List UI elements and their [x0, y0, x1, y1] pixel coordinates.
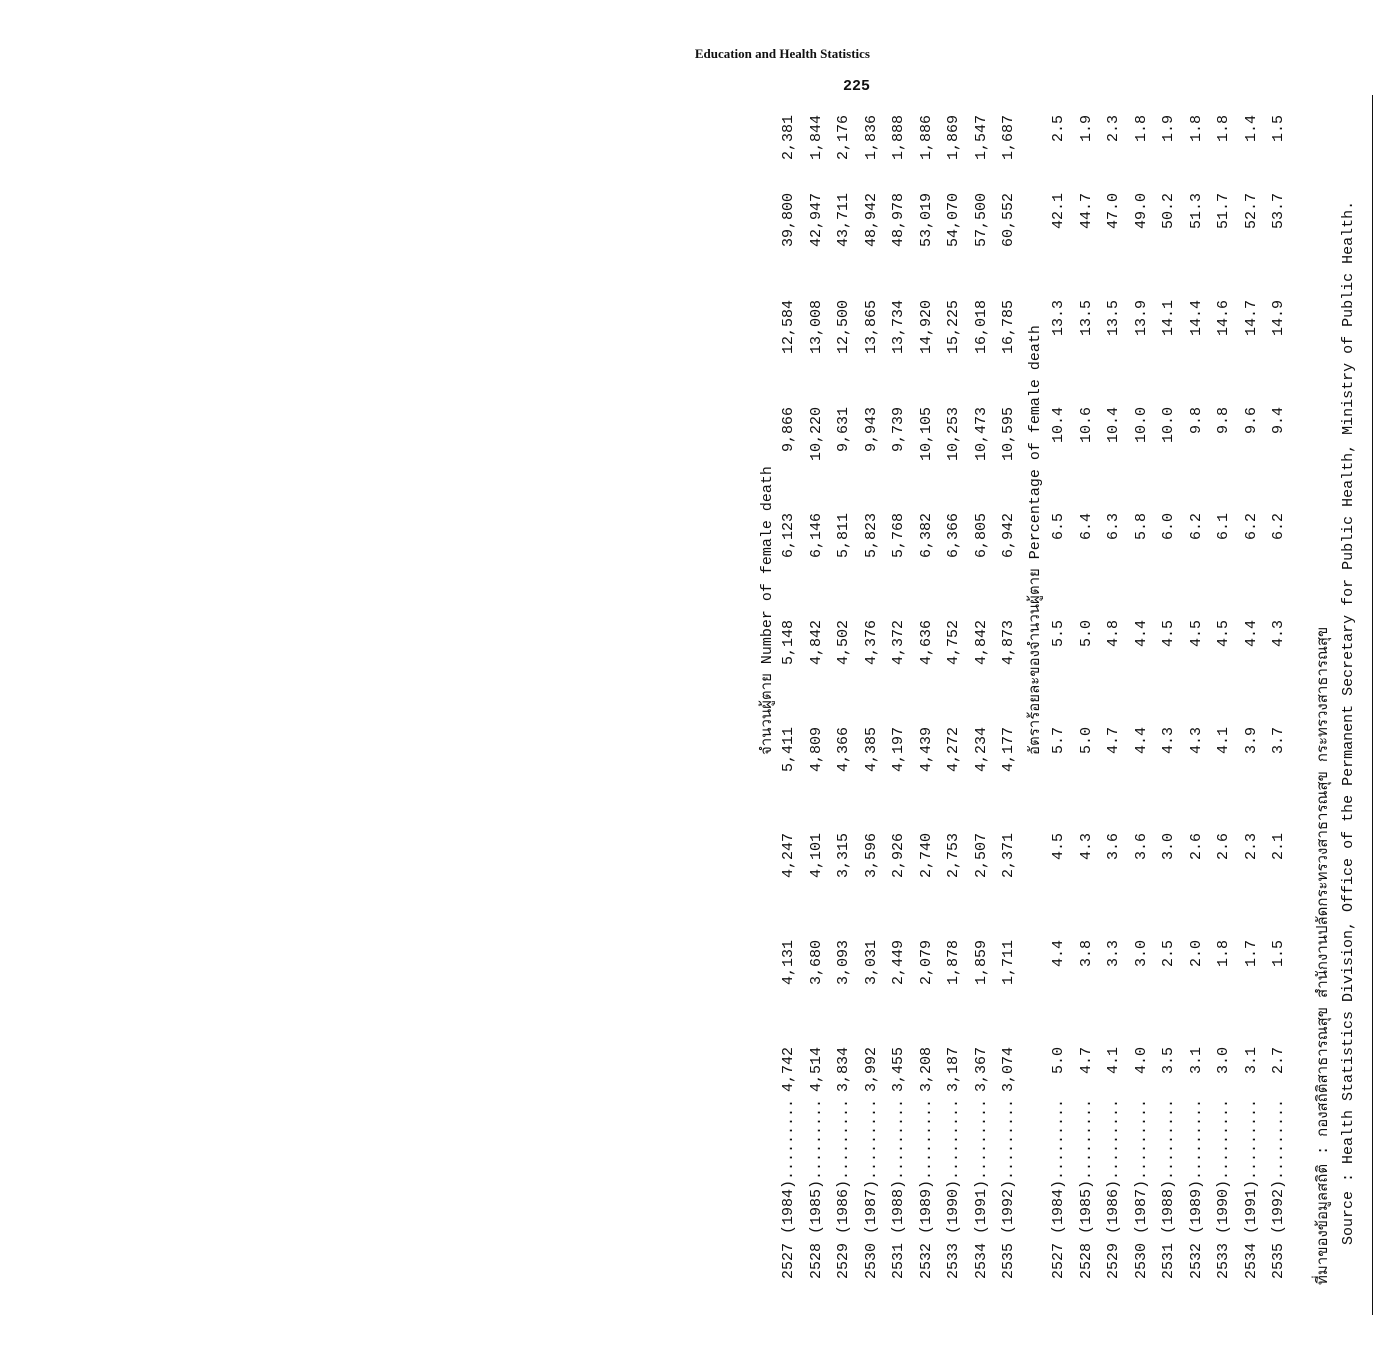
table-cell: 13.9: [1132, 300, 1150, 337]
table-cell: 48,978: [890, 193, 907, 248]
table-row: [1078, 95, 1104, 1315]
table-cell: 4,385: [862, 727, 880, 773]
table-cell: 14.4: [1187, 300, 1205, 337]
table-cell: 48,942: [862, 193, 880, 248]
table-row: [1160, 95, 1186, 1315]
table-cell: 4,514: [807, 1047, 825, 1093]
row-label: 2531 (1988).........: [890, 1098, 907, 1279]
table-cell: 5.7: [1050, 727, 1067, 755]
running-head: Education and Health Statistics: [694, 46, 870, 61]
table-cell: 44.7: [1077, 193, 1095, 230]
table-cell: 4.5: [1187, 620, 1205, 648]
table-cell: 49.0: [1132, 193, 1150, 230]
table-cell: 43,711: [835, 193, 852, 248]
table-cell: 6,366: [945, 513, 962, 559]
table-cell: 10,220: [807, 407, 825, 462]
table-row: [1188, 95, 1214, 1315]
table-cell: 42.1: [1050, 193, 1067, 230]
table-cell: 1.8: [1215, 940, 1232, 968]
table-cell: 3,093: [835, 940, 852, 986]
table-cell: 1,869: [945, 115, 962, 161]
row-label: 2527 (1984).........: [780, 1098, 797, 1279]
table-cell: 57,500: [972, 193, 990, 248]
table-cell: 52.7: [1242, 193, 1260, 230]
table-cell: 10.4: [1105, 407, 1122, 444]
table-cell: 3.0: [1215, 1047, 1232, 1075]
table-cell: 6,382: [917, 513, 935, 559]
table-cell: 5,148: [780, 620, 797, 666]
table-cell: 3.5: [1160, 1047, 1177, 1075]
table-cell: 3.3: [1105, 940, 1122, 968]
table-cell: 4.7: [1077, 1047, 1095, 1075]
table-cell: 4,272: [945, 727, 962, 773]
row-label: 2529 (1986).........: [1105, 1098, 1122, 1279]
table-cell: 3,315: [835, 833, 852, 879]
table-cell: 4,247: [780, 833, 797, 879]
table-cell: 3,834: [835, 1047, 852, 1093]
table-cell: 2,753: [945, 833, 962, 879]
table-cell: 13,008: [807, 300, 825, 355]
table-cell: 3.1: [1242, 1047, 1260, 1075]
table-cell: 14.1: [1160, 300, 1177, 337]
row-label: 2535 (1992).........: [1000, 1098, 1017, 1279]
table-cell: 53,019: [917, 193, 935, 248]
table-cell: 2.1: [1270, 833, 1287, 861]
row-label: 2533 (1990).........: [945, 1098, 962, 1279]
table-cell: 4.3: [1077, 833, 1095, 861]
table-cell: 42,947: [807, 193, 825, 248]
table-cell: 4,809: [807, 727, 825, 773]
table-cell: 6.2: [1242, 513, 1260, 541]
table-cell: 9,866: [780, 407, 797, 453]
table-cell: 6,123: [780, 513, 797, 559]
row-label: 2534 (1991).........: [972, 1098, 990, 1279]
table-cell: 4,636: [917, 620, 935, 666]
table-cell: 10,105: [917, 407, 935, 462]
table-cell: 1,886: [917, 115, 935, 161]
table-cell: 5.0: [1077, 620, 1095, 648]
table-cell: 1,711: [1000, 940, 1017, 986]
table-cell: 13,734: [890, 300, 907, 355]
table-cell: 4,372: [890, 620, 907, 666]
table-cell: 4.0: [1132, 1047, 1150, 1075]
table-cell: 9,739: [890, 407, 907, 453]
table-cell: 4.5: [1215, 620, 1232, 648]
table-cell: 3.8: [1077, 940, 1095, 968]
table-cell: 5.5: [1050, 620, 1067, 648]
table-cell: 5.8: [1132, 513, 1150, 541]
table-cell: 4.5: [1160, 620, 1177, 648]
table-cell: 9,943: [862, 407, 880, 453]
table-cell: 4.1: [1105, 1047, 1122, 1075]
table-cell: 54,070: [945, 193, 962, 248]
table-cell: 4,234: [972, 727, 990, 773]
table-cell: 4.3: [1270, 620, 1287, 648]
table-cell: 4,376: [862, 620, 880, 666]
table-cell: 9,631: [835, 407, 852, 453]
table-cell: 3.6: [1105, 833, 1122, 861]
table-cell: 13.3: [1050, 300, 1067, 337]
table-cell: 6.3: [1105, 513, 1122, 541]
table-cell: 4,742: [780, 1047, 797, 1093]
section1-title: จำนวนผู้ตาย Number of female death: [759, 466, 776, 755]
table-cell: 4,842: [972, 620, 990, 666]
table-cell: 2.0: [1187, 940, 1205, 968]
table-cell: 3,074: [1000, 1047, 1017, 1093]
table-row: [863, 95, 889, 1315]
table-cell: 2.7: [1270, 1047, 1287, 1075]
table-cell: 4.4: [1050, 940, 1067, 968]
table-cell: 3,455: [890, 1047, 907, 1093]
table-cell: 1.9: [1160, 115, 1177, 143]
table-cell: 4.7: [1105, 727, 1122, 755]
table-cell: 5,768: [890, 513, 907, 559]
table-cell: 2.5: [1160, 940, 1177, 968]
table-cell: 12,500: [835, 300, 852, 355]
table-cell: 4,131: [780, 940, 797, 986]
row-label: 2530 (1987).........: [1132, 1098, 1150, 1279]
table-cell: 3.0: [1132, 940, 1150, 968]
row-label: 2530 (1987).........: [862, 1098, 880, 1279]
table-row: [945, 95, 971, 1315]
table-cell: 3,208: [917, 1047, 935, 1093]
table-row: [1133, 95, 1159, 1315]
table-cell: 5.0: [1050, 1047, 1067, 1075]
table-cell: 3.1: [1187, 1047, 1205, 1075]
table-cell: 6.4: [1077, 513, 1095, 541]
table-cell: 4,752: [945, 620, 962, 666]
table-cell: 1.8: [1187, 115, 1205, 143]
table-cell: 4,197: [890, 727, 907, 773]
table-cell: 5,411: [780, 727, 797, 773]
table-cell: 1.7: [1242, 940, 1260, 968]
page-number: 225: [842, 78, 870, 95]
source-english: Source : Health Statistics Division, Office of the Permanent Secretary for Public Health, Ministry of Public Health.: [1340, 200, 1357, 1245]
table-cell: 2.5: [1050, 115, 1067, 143]
table-row: [918, 95, 944, 1315]
table-cell: 4,842: [807, 620, 825, 666]
table-cell: 15,225: [945, 300, 962, 355]
table-cell: 3,031: [862, 940, 880, 986]
table-cell: 6.0: [1160, 513, 1177, 541]
table-cell: 9.4: [1270, 407, 1287, 435]
table-cell: 2.3: [1105, 115, 1122, 143]
row-label: 2528 (1985).........: [1077, 1098, 1095, 1279]
source-thai: ที่มาของข้อมูลสถิติ : กองสถิติสาธารณสุข สำนักงานปลัดกระทรวงสาธารณสุข กระทรวงสาธารณสุข: [1315, 626, 1332, 1285]
table-cell: 3.0: [1160, 833, 1177, 861]
table-cell: 6.1: [1215, 513, 1232, 541]
table-cell: 2,507: [972, 833, 990, 879]
table-cell: 4.8: [1105, 620, 1122, 648]
table-cell: 6,146: [807, 513, 825, 559]
table-cell: 2.6: [1187, 833, 1205, 861]
table-cell: 9.6: [1242, 407, 1260, 435]
table-cell: 14.6: [1215, 300, 1232, 337]
table-cell: 2,926: [890, 833, 907, 879]
table-cell: 1,547: [972, 115, 990, 161]
table-cell: 16,018: [972, 300, 990, 355]
table-cell: 13,865: [862, 300, 880, 355]
table-cell: 60,552: [1000, 193, 1017, 248]
table-cell: 4.4: [1132, 727, 1150, 755]
table-cell: 3.7: [1270, 727, 1287, 755]
row-label: 2532 (1989).........: [1187, 1098, 1205, 1279]
table-cell: 1.8: [1215, 115, 1232, 143]
table-cell: 50.2: [1160, 193, 1177, 230]
table-row: [1050, 95, 1076, 1315]
table-cell: 3,596: [862, 833, 880, 879]
table-cell: 2,740: [917, 833, 935, 879]
row-label: 2528 (1985).........: [807, 1098, 825, 1279]
row-label: 2534 (1991).........: [1242, 1098, 1260, 1279]
table-cell: 1.4: [1242, 115, 1260, 143]
table-cell: 6.2: [1270, 513, 1287, 541]
table-cell: 13.5: [1077, 300, 1095, 337]
table-cell: 53.7: [1270, 193, 1287, 230]
table-cell: 1,844: [807, 115, 825, 161]
table-row: [780, 95, 806, 1315]
table-cell: 10.0: [1160, 407, 1177, 444]
table-cell: 39,800: [780, 193, 797, 248]
table-cell: 10.0: [1132, 407, 1150, 444]
table-cell: 5,823: [862, 513, 880, 559]
table-row: [1243, 95, 1269, 1315]
table-cell: 1,859: [972, 940, 990, 986]
table-cell: 16,785: [1000, 300, 1017, 355]
table-cell: 2,381: [780, 115, 797, 161]
table-cell: 51.3: [1187, 193, 1205, 230]
table-cell: 3.9: [1242, 727, 1260, 755]
table-cell: 4,439: [917, 727, 935, 773]
table-cell: 3,992: [862, 1047, 880, 1093]
row-label: 2529 (1986).........: [835, 1098, 852, 1279]
table-cell: 10,253: [945, 407, 962, 462]
table-cell: 4.5: [1050, 833, 1067, 861]
table-row: [835, 95, 861, 1315]
table-cell: 1.5: [1270, 115, 1287, 143]
table-cell: 9.8: [1187, 407, 1205, 435]
table-cell: 4,177: [1000, 727, 1017, 773]
rotated-table: [750, 95, 1400, 1315]
table-cell: 2,079: [917, 940, 935, 986]
table-cell: 10,473: [972, 407, 990, 462]
table-cell: 14,920: [917, 300, 935, 355]
table-cell: 5.0: [1077, 727, 1095, 755]
table-cell: 10.6: [1077, 407, 1095, 444]
table-cell: 4,873: [1000, 620, 1017, 666]
table-cell: 12,584: [780, 300, 797, 355]
table-cell: 4.3: [1187, 727, 1205, 755]
table-cell: 14.7: [1242, 300, 1260, 337]
table-cell: 1.5: [1270, 940, 1287, 968]
table-cell: 10,595: [1000, 407, 1017, 462]
row-label: 2535 (1992).........: [1270, 1098, 1287, 1279]
table-cell: 2,176: [835, 115, 852, 161]
table-cell: 4.3: [1160, 727, 1177, 755]
table-cell: 4.4: [1242, 620, 1260, 648]
table-cell: 1,687: [1000, 115, 1017, 161]
table-cell: 1,888: [890, 115, 907, 161]
table-cell: 3,367: [972, 1047, 990, 1093]
table-row: [808, 95, 834, 1315]
table-bottom-rule: [1372, 95, 1373, 1315]
row-label: 2532 (1989).........: [917, 1098, 935, 1279]
table-cell: 4.4: [1132, 620, 1150, 648]
table-cell: 14.9: [1270, 300, 1287, 337]
table-cell: 3,680: [807, 940, 825, 986]
table-cell: 4,101: [807, 833, 825, 879]
row-label: 2527 (1984).........: [1050, 1098, 1067, 1279]
table-row: [1105, 95, 1131, 1315]
table-cell: 2.6: [1215, 833, 1232, 861]
table-cell: 4,366: [835, 727, 852, 773]
table-cell: 2.3: [1242, 833, 1260, 861]
table-cell: 6.5: [1050, 513, 1067, 541]
table-row: [890, 95, 916, 1315]
table-cell: 1.8: [1132, 115, 1150, 143]
table-cell: 3.6: [1132, 833, 1150, 861]
table-cell: 13.5: [1105, 300, 1122, 337]
table-cell: 6.2: [1187, 513, 1205, 541]
table-row: [1270, 95, 1296, 1315]
table-cell: 2,371: [1000, 833, 1017, 879]
table-cell: 10.4: [1050, 407, 1067, 444]
table-row: [1215, 95, 1241, 1315]
table-cell: 4.1: [1215, 727, 1232, 755]
table-cell: 1.9: [1077, 115, 1095, 143]
table-cell: 3,187: [945, 1047, 962, 1093]
table-cell: 2,449: [890, 940, 907, 986]
table-cell: 5,811: [835, 513, 852, 559]
table-cell: 6,805: [972, 513, 990, 559]
row-label: 2533 (1990).........: [1215, 1098, 1232, 1279]
table-cell: 1,836: [862, 115, 880, 161]
table-row: [973, 95, 999, 1315]
row-label: 2531 (1988).........: [1160, 1098, 1177, 1279]
table-cell: 6,942: [1000, 513, 1017, 559]
table-cell: 51.7: [1215, 193, 1232, 230]
table-cell: 47.0: [1105, 193, 1122, 230]
table-row: [1000, 95, 1026, 1315]
table-cell: 9.8: [1215, 407, 1232, 435]
section2-title: อัตราร้อยละของจำนวนผู้ตาย Percentage of female death: [1027, 325, 1044, 755]
table-cell: 4,502: [835, 620, 852, 666]
table-cell: 1,878: [945, 940, 962, 986]
